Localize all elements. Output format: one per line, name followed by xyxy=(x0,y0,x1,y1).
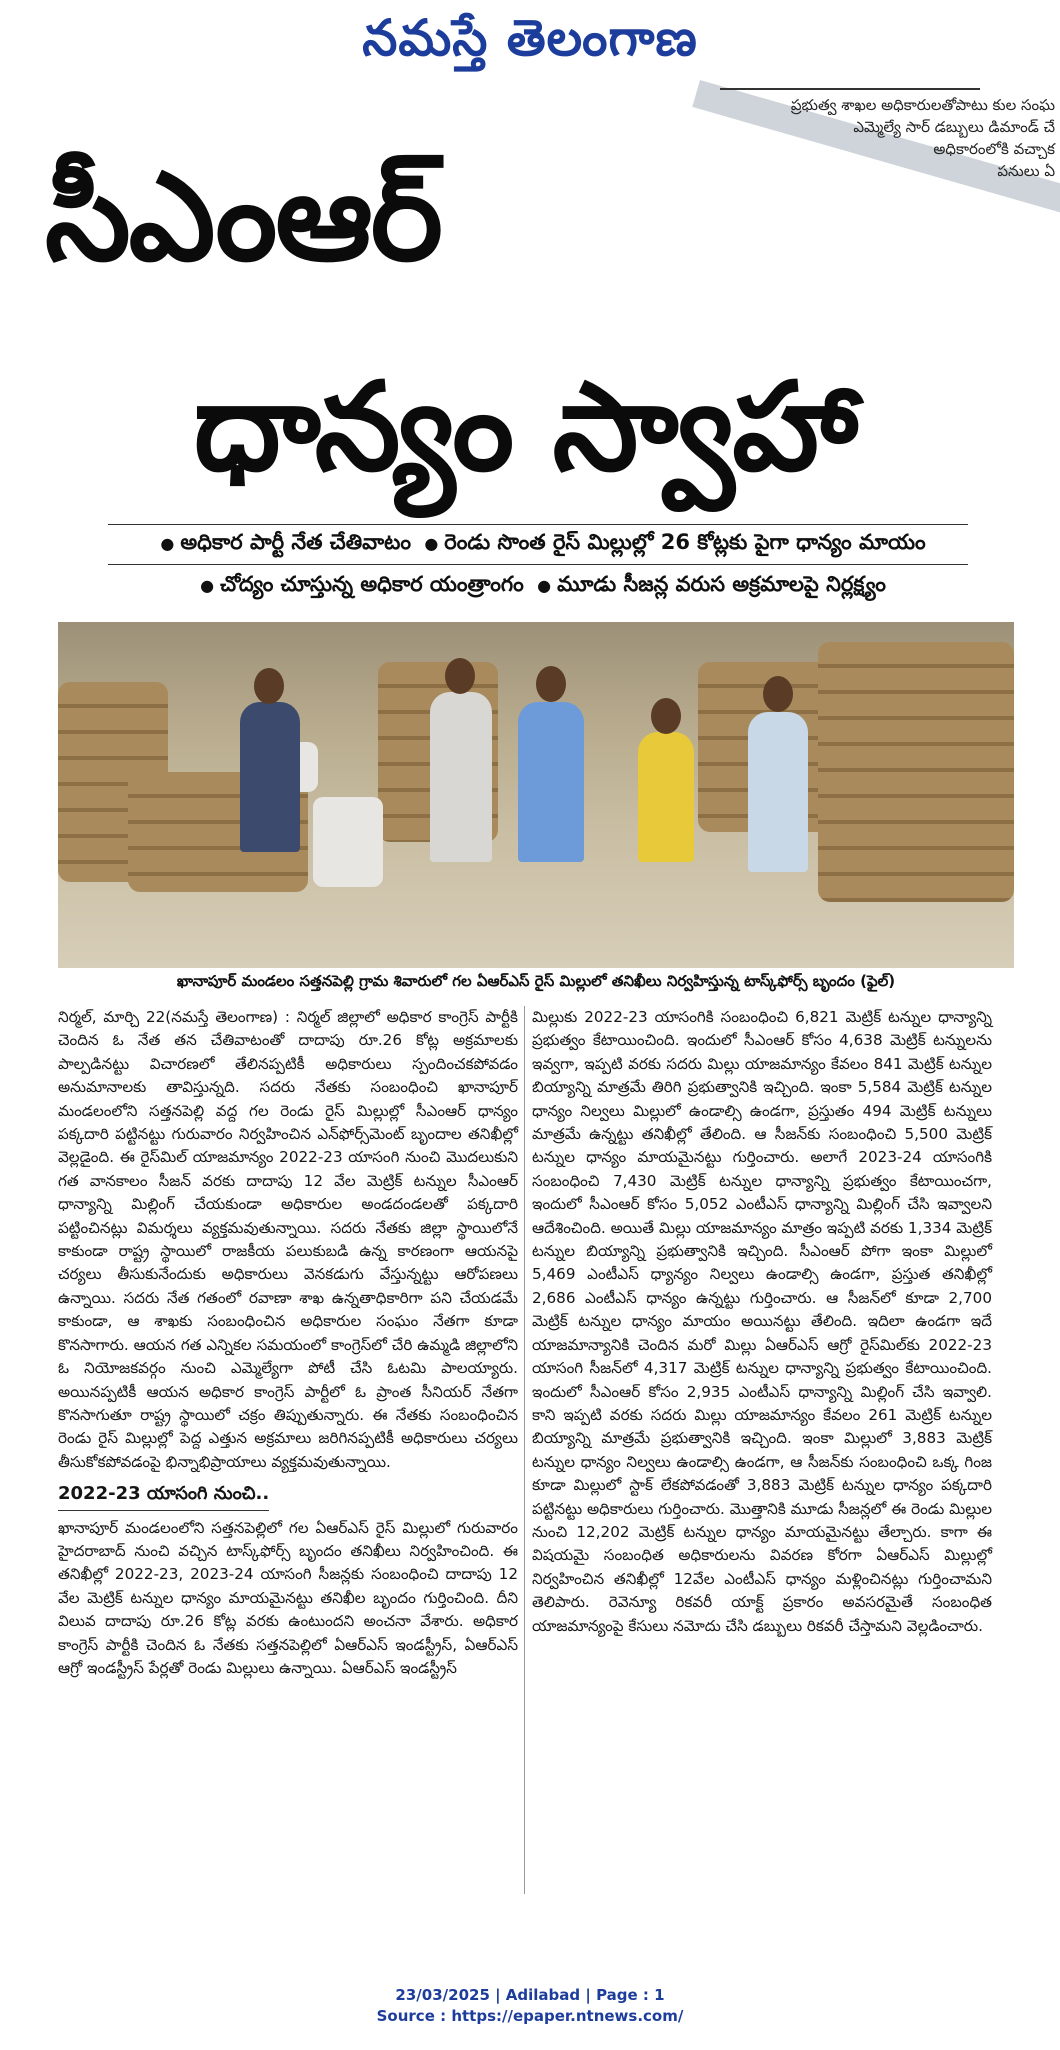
person-head xyxy=(254,668,284,704)
teaser-block xyxy=(725,94,1055,182)
kicker-rule-top xyxy=(108,524,968,525)
teaser-line: ప్రభుత్వ శాఖల అధికారులతోపాటు కుల సంఘ xyxy=(790,96,1055,114)
headline-line2: ధాన్యం స్వాహా xyxy=(193,356,857,498)
sack-pile xyxy=(818,642,1014,902)
person-head xyxy=(445,658,475,694)
person xyxy=(240,702,300,852)
article-paragraph: మిల్లుకు 2022-23 యాసంగికి సంబంధించి 6,821 మెట్రిక్ టన్నుల ధాన్యాన్ని ప్రభుత్వం కేటాయించింది. ఇందులో సీఎంఆర్ కోసం 4,638 మెట్రిక్ టన్నులను ఇవ్వగా, ఇప్పటి వరకు సదరు మిల్లు యాజమాన్యం కేవలం 841 మెట్రిక్ టన్నుల బియ్యాన్ని మాత్రమే తిరిగి ప్రభుత్వానికి ఇచ్చింది. ఇంకా 5,584 మెట్రిక్ టన్నుల ధాన్యం నిల్వలు మిల్లులో ఉండాల్సి ఉండగా, ప్రస్తుతం 494 మెట్రిక్ టన్నులు మాత్రమే ఉన్నట్టు తనిఖీల్లో తేలింది. ఆ సీజన్‌కు సంబంధించి 5,500 మెట్రిక్ టన్నుల ధాన్యం మాయమైనట్టు గుర్తించారు. అలాగే 2023-24 యాసంగికి సంబంధించి 7,430 మెట్రిక్ టన్నుల ధాన్యాన్ని ప్రభుత్వం కేటాయించగా, ఇందులో సీఎంఆర్ కోసం 5,052 ఎంటీఎస్ ధాన్యాన్ని మిల్లింగ్ చేసి ఇవ్వాలని ఆదేశించింది. అయితే మిల్లు యాజమాన్యం మాత్రం ఇప్పటి వరకు 1,334 మెట్రిక్ టన్నుల బియ్యాన్ని ప్రభుత్వానికి ఇచ్చింది. సీఎంఆర్ పోగా ఇంకా మిల్లులో 5,469 ఎంటీఎస్ ధ్యాన్యం నిల్వలు ఉండాల్సి ఉండగా, ప్రస్తుత తనిఖీల్లో 2,686 ఎంటీఎస్ ధాన్యం ఉన్నట్టు గుర్తించారు. ఆ సీజన్‌లో కూడా 2,700 మెట్రిక్ టన్నుల ధాన్యం మాయం అయినట్టు తేలింది. ఇదిలా ఉండగా ఇదే యాజమాన్యానికి చెందిన మరో మిల్లు ఏఆర్ఎస్ ఆగ్రో రైస్‌మిల్‌కు 2022-23 యాసంగి సీజన్‌లో 4,317 మెట్రిక్ టన్నుల ధాన్యాన్ని ప్రభుత్వం కేటాయించింది. ఇందులో సీఎంఆర్ కోసం 2,935 ఎంటీఎస్ ధాన్యాన్ని మిల్లింగ్ చేసి ఇవ్వాలి. కాని ఇప్పటి వరకు సదరు మిల్లు యాజమాన్యం కేవలం 261 మెట్రిక్ టన్నుల బియ్యాన్ని మాత్రమే ప్రభుత్వానికి ఇచ్చింది. ఇంకా మిల్లులో 3,883 మెట్రిక్ టన్నుల ధాన్యం నిల్వలు ఉండాల్సి ఉండగా, ఆ సీజన్‌కు సంబంధించి ఒక్క గింజ కూడా మిల్లులో స్టాక్ లేకపోవడంతో 3,883 మెట్రిక్ టన్నుల ధాన్యం పక్కదారి పట్టినట్టు అధికారులు గుర్తించారు. మొత్తానికి మూడు సీజన్లలో ఈ రెండు మిల్లుల నుంచి 12,202 మెట్రిక్ టన్నుల ధాన్యం మాయమైనట్టు తేల్చారు. కాగా ఈ విషయమై సంబంధిత అధికారులను వివరణ కోరగా ఏఆర్ఎస్ మిల్లుల్లో నిర్వహించిన తనిఖీల్లో 12వేల ఎంటీఎస్ ధాన్యం మళ్లించినట్లు గుర్తించామని తెలిపారు. రెవెన్యూ రికవరీ యాక్ట్ ప్రకారం అవసరమైతే సంబంధిత యాజమాన్యంపై కేసులు నమోదు చేసి డబ్బులు రికవరీ చేస్తామని వెల్లడించారు. xyxy=(532,1008,992,1635)
article-column-left xyxy=(58,1006,518,1680)
teaser-line: అధికారంలోకి వచ్చాక xyxy=(933,140,1055,158)
masthead-logo: నమస్తే తెలంగాణ xyxy=(362,8,698,67)
kicker-bullet: ● xyxy=(200,576,215,595)
kicker-item: అధికార పార్టీ నేత చేతివాటం xyxy=(180,530,411,554)
person-head xyxy=(763,676,793,712)
person-head xyxy=(536,666,566,702)
kicker-item: మూడు సీజన్ల వరుస అక్రమాలపై నిర్లక్ష్యం xyxy=(557,572,886,596)
article-paragraph: నిర్మల్, మార్చి 22(నమస్తే తెలంగాణ) : నిర్మల్ జిల్లాలో అధికార కాంగ్రెస్ పార్టీకి చెందిన ఓ నేత తన చేతివాటంతో దాదాపు రూ.26 కోట్ల అక్రమాలకు పాల్పడినట్టు విచారణలో తేలినప్పటికీ అధికారులు స్పందించకపోవడం అనుమానాలకు తావిస్తున్నది. సదరు నేతకు సంబంధించి ఖానాపూర్ మండలంలోని సత్తనపెల్లి వద్ద గల రెండు రైస్ మిల్లుల్లో సీఎంఆర్ ధాన్యం పక్కదారి పట్టినట్టు గురువారం నిర్వహించిన ఎన్‌ఫోర్స్‌మెంట్ బృందాల తనిఖీల్లో వెల్లడైంది. ఈ రైస్‌మిల్ యాజమాన్యం 2022-23 యాసంగి నుంచి మొదలుకుని గత వానకాలం సీజన్ వరకు దాదాపు 12 వేల మెట్రిక్ టన్నుల సీఎంఆర్ ధాన్యాన్ని మిల్లింగ్ చేయకుండా అధికారుల అండదండలతో పక్కదారి పట్టించినట్లు విమర్శలు వ్యక్తమవుతున్నాయి. సదరు నేతకు జిల్లా స్థాయిలోనే కాకుండా రాష్ట్ర స్థాయిలో రాజకీయ పలుకుబడి ఉన్న కారణంగా ఆయనపై చర్యలు తీసుకునేందుకు అధికారులు వెనకడుగు వేస్తున్నట్టు ఆరోపణలు ఉన్నాయి. సదరు నేత గతంలో రవాణా శాఖ ఉన్నతాధికారిగా పని చేయడమే కాకుండా, ఆ శాఖకు సంబంధించిన అధికారుల సంఘం నేతగా కూడా కొనసాగారు. ఆయన గత ఎన్నికల సమయంలో కాంగ్రెస్‌లో చేరి ఉమ్మడి జిల్లాలోని ఓ నియోజకవర్గం నుంచి ఎమ్మెల్యేగా పోటీ చేసి ఓటమి పాలయ్యారు. అయినప్పటికీ ఆయన అధికార కాంగ్రెస్ పార్టీలో ఓ ప్రాంత సీనియర్ నేతగా కొనసాగుతూ రాష్ట్ర స్థాయిలో చక్రం తిప్పుతున్నారు. ఈ నేతకు సంబంధించిన రెండు రైస్ మిల్లుల్లో పెద్ద ఎత్తున అక్రమాలు జరిగినప్పటికీ అధికారులు చర్యలు తీసుకోకపోవడంపై భిన్నాభిప్రాయాలు వ్యక్తమవుతున్నాయి. xyxy=(58,1008,518,1471)
column-divider xyxy=(524,1006,525,1894)
person-head xyxy=(651,698,681,734)
photo-caption: ఖానాపూర్ మండలం సత్తనపెల్లి గ్రామ శివారులో గల ఏఆర్ఎస్ రైస్ మిల్లులో తనిఖీలు నిర్వహిస్తున్న టాస్క్‌ఫోర్స్ బృందం (ఫైల్) xyxy=(176,972,896,990)
person xyxy=(748,712,808,872)
headline-line1: సీఎంఆర్ xyxy=(45,146,441,288)
page-footer xyxy=(0,1985,1060,2027)
article-paragraph: ఖానాపూర్ మండలంలోని సత్తనపెల్లిలో గల ఏఆర్ఎస్ రైస్ మిల్లులో గురువారం హైదరాబాద్ నుంచి వచ్చిన టాస్క్‌ఫోర్స్ బృందం తనిఖీలు నిర్వహించింది. ఈ తనిఖీల్లో 2022-23, 2023-24 యాసంగి సీజన్లకు సంబంధించి దాదాపు 12 వేల మెట్రిక్ టన్నుల ధాన్యం మాయమైనట్టు తనిఖీల బృందం గుర్తించింది. దీని విలువ దాదాపు రూ.26 కోట్ల వరకు ఉంటుందని అంచనా వేశారు. అధికార కాంగ్రెస్ పార్టీకి చెందిన ఓ నేతకు సత్తనపెల్లిలో ఏఆర్ఎస్ ఇండస్ట్రీస్, ఏఆర్ఎస్ ఆగ్రో ఇండస్ట్రీస్ పేర్లతో రెండు మిల్లులు ఉన్నాయి. ఏఆర్ఎస్ ఇండస్ట్రీస్ xyxy=(58,1518,518,1677)
kicker-bullet: ● xyxy=(424,534,439,553)
person xyxy=(638,732,694,862)
kicker-bullet: ● xyxy=(160,534,175,553)
kicker-row-1 xyxy=(100,530,980,560)
article-subhead: 2022-23 యాసంగి నుంచి.. xyxy=(58,1482,269,1510)
article-column-right xyxy=(532,1006,992,1638)
teaser-line: పనులు ఏ xyxy=(997,162,1055,180)
person xyxy=(518,702,584,862)
news-photo xyxy=(58,622,1014,968)
kicker-rule-mid xyxy=(108,564,968,565)
person xyxy=(430,692,492,862)
white-sack xyxy=(313,797,383,887)
kicker-bullet: ● xyxy=(537,576,552,595)
kicker-row-2 xyxy=(100,572,980,602)
footer-source[interactable]: Source : https://epaper.ntnews.com/ xyxy=(376,2007,684,2025)
footer-date-edition: 23/03/2025 | Adilabad | Page : 1 xyxy=(395,1986,665,2004)
kicker-item: రెండు సొంత రైస్ మిల్లుల్లో 26 కోట్లకు పైగా ధాన్యం మాయం xyxy=(444,530,926,554)
teaser-line: ఎమ్మెల్యే సార్ డబ్బులు డిమాండ్ చే xyxy=(853,118,1055,136)
kicker-item: చోద్యం చూస్తున్న అధికార యంత్రాంగం xyxy=(220,572,524,596)
